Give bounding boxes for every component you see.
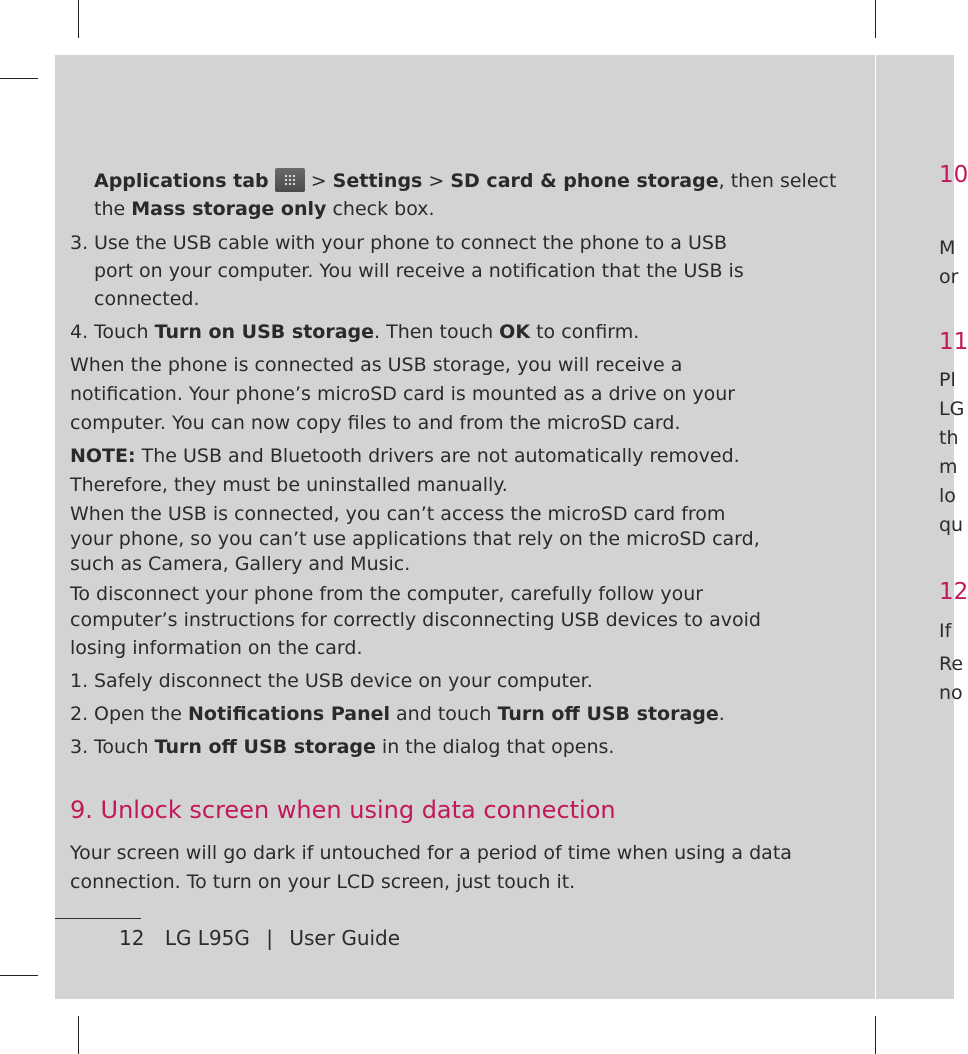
dstep2-number: 2. [70, 703, 89, 725]
dstep1-number: 1. [70, 670, 89, 692]
right-text: M [939, 237, 956, 259]
step4-number: 4. [70, 321, 89, 343]
page-number: 12 [119, 926, 145, 950]
crop-mark [0, 78, 38, 79]
mass-storage-option: Mass storage only [131, 198, 327, 220]
right-text: LG [939, 398, 965, 420]
note-label: NOTE: [70, 445, 136, 467]
right-text: th [939, 427, 959, 449]
guide-label: User Guide [289, 926, 401, 950]
dstep2-line: Open the Notifications Panel and touch Turn off USB storage. [94, 703, 725, 725]
para1-line3: computer. You can now copy files to and from the microSD card. [70, 412, 681, 434]
step2-line2: the Mass storage only check box. [94, 198, 435, 220]
menu-path-sd-card: SD card & phone storage [450, 170, 719, 192]
right-text: If [939, 620, 952, 642]
step3-line1: Use the USB cable with your phone to connect the phone to a USB [94, 232, 727, 254]
crop-mark [875, 1016, 876, 1054]
dstep3-line: Touch Turn off USB storage in the dialog that opens. [94, 736, 615, 758]
right-text: m [939, 456, 958, 478]
section9-line1: Your screen will go dark if untouched for a period of time when using a data [70, 842, 792, 864]
right-heading-10: 10 [939, 162, 968, 188]
section-heading: 9. Unlock screen when using data connection [70, 796, 616, 824]
step3-line3: connected. [94, 288, 200, 310]
crop-mark [78, 0, 79, 38]
product-name: LG L95G [164, 926, 250, 950]
page-footer [119, 926, 400, 950]
right-text: qu [939, 514, 964, 536]
dstep1-line: Safely disconnect the USB device on your computer. [94, 670, 593, 692]
footer-rule [55, 918, 141, 919]
para3-line1: To disconnect your phone from the computer, carefully follow your [70, 583, 704, 605]
right-text: no [939, 682, 963, 704]
right-text: Re [939, 653, 964, 675]
right-text: lo [939, 485, 956, 507]
step2-line1: Applications tab > Settings > SD card & phone storage, then select [94, 170, 837, 192]
para2-line2: your phone, so you can’t use applications that rely on the microSD card, [70, 528, 760, 550]
crop-mark [875, 0, 876, 38]
right-heading-12: 12 [939, 579, 968, 605]
para1-line1: When the phone is connected as USB storage, you will receive a [70, 354, 683, 376]
para3-line2: computer’s instructions for correctly disconnecting USB devices to avoid [70, 609, 761, 631]
crop-mark [0, 975, 38, 976]
main-content [70, 113, 837, 903]
note-line2: Therefore, they must be uninstalled manually. [70, 474, 508, 496]
section9-line2: connection. To turn on your LCD screen, just touch it. [70, 871, 576, 893]
para1-line2: notification. Your phone’s microSD card is mounted as a drive on your [70, 383, 736, 405]
apps-grid-icon [275, 168, 305, 192]
para3-line3: losing information on the card. [70, 637, 363, 659]
right-text: or [939, 266, 959, 288]
note-line1: NOTE: The USB and Bluetooth drivers are not automatically removed. [70, 445, 740, 467]
step3-number: 3. [70, 232, 89, 254]
para2-line3: such as Camera, Gallery and Music. [70, 553, 411, 575]
para2-line1: When the USB is connected, you can’t access the microSD card from [70, 503, 726, 525]
page-right [876, 55, 968, 999]
right-heading-11: 11 [939, 329, 968, 355]
right-text: Pl [939, 369, 956, 391]
dstep3-number: 3. [70, 736, 89, 758]
footer-separator: | [266, 926, 274, 950]
menu-path-applications-tab: Applications tab [94, 170, 269, 192]
crop-mark [78, 1016, 79, 1054]
step3-line2: port on your computer. You will receive a notification that the USB is [94, 260, 744, 282]
menu-path-settings: Settings [332, 170, 423, 192]
step4-line: Touch Turn on USB storage. Then touch OK to confirm. [94, 321, 640, 343]
